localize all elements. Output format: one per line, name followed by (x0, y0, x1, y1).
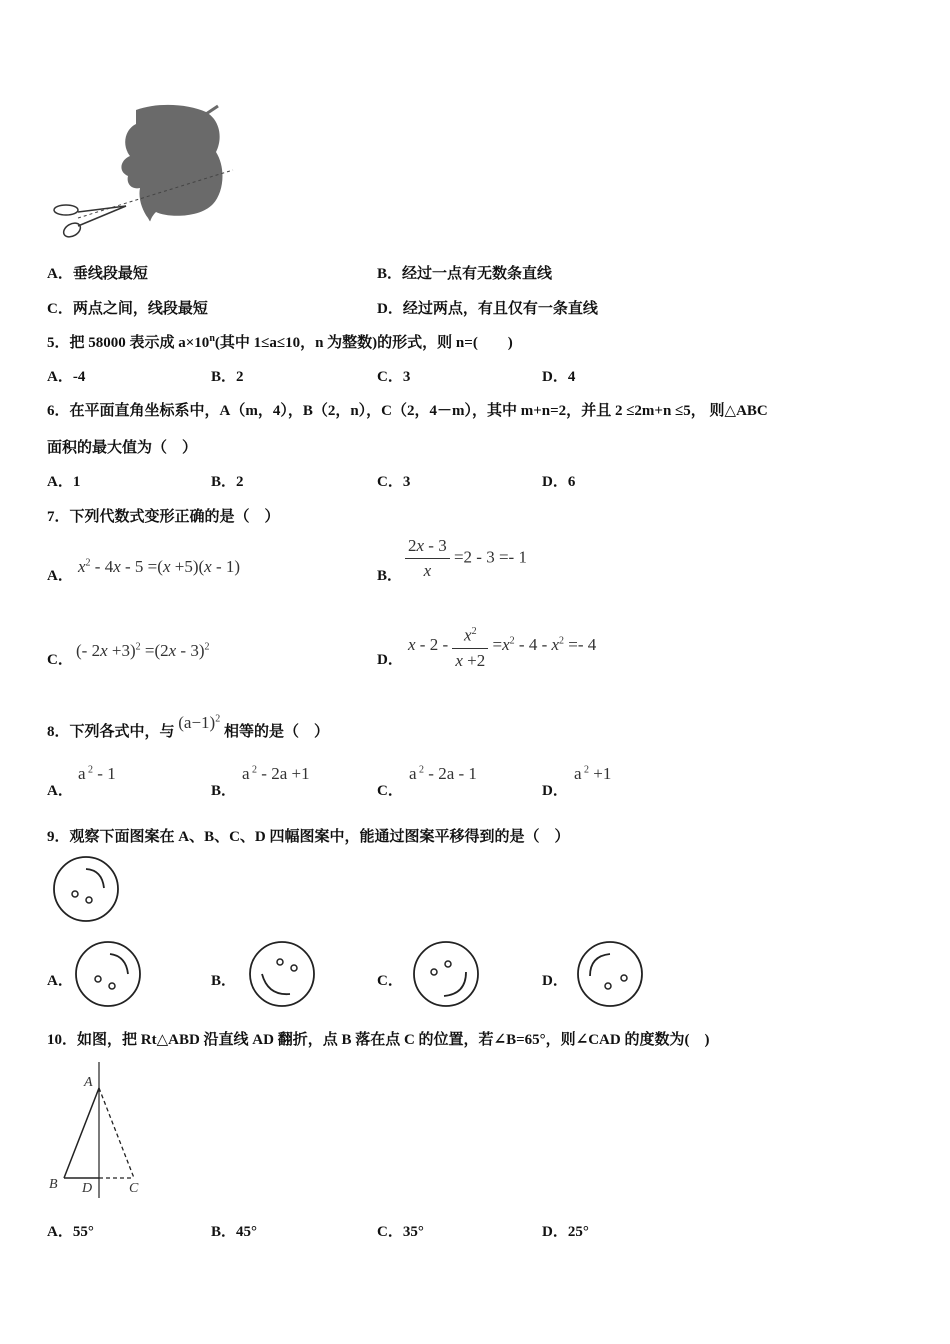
q7-option-b-label[interactable]: B． (377, 568, 403, 584)
q7-option-d-formula: x - 2 - $\frac{x^2}{x +2}$ $=x^2 - 4 - x^2 =- 4$ (408, 620, 596, 673)
q8-suffix: 相等的是（ ） (223, 724, 329, 740)
q10-option-a[interactable]: A．55° (47, 1224, 94, 1240)
vertex-d-label: D (82, 1181, 93, 1196)
q7-option-c-label[interactable]: C． (47, 652, 73, 668)
vertex-c-label: C (129, 1181, 139, 1196)
q10-question: 10．如图，把 Rt△ABD 沿直线 AD 翻折，点 B 落在点 C 的位置，若∠B=65°，则∠CAD 的度数为( ) (47, 1032, 710, 1048)
q4-option-d[interactable]: D．经过两点，有且仅有一条直线 (377, 301, 598, 317)
q8-option-c-formula: a $^2$ - 2a - 1 (409, 764, 477, 783)
q6-question-line2: 面积的最大值为（ ） (47, 440, 198, 456)
q10-triangle-figure (44, 1058, 154, 1202)
q8-option-c-label[interactable]: C． (377, 783, 403, 799)
q7-question: 7．下列代数式变形正确的是（ ） (47, 509, 280, 525)
q9-option-c-face-icon[interactable] (410, 938, 484, 1010)
vertex-a-label: A (84, 1075, 93, 1090)
q8-option-a-label[interactable]: A． (47, 783, 73, 799)
q9-option-c-label[interactable]: C． (377, 973, 403, 989)
q9-option-a-label[interactable]: A． (47, 973, 73, 989)
q5-option-b[interactable]: B．2 (211, 369, 244, 385)
q9-option-a-face-icon[interactable] (72, 938, 146, 1010)
q10-option-b[interactable]: B．45° (211, 1224, 258, 1240)
q8-question (47, 713, 329, 741)
q9-original-face-icon (50, 854, 124, 924)
q6-option-b[interactable]: B．2 (211, 474, 244, 490)
q4-option-c[interactable]: C．两点之间，线段最短 (47, 301, 208, 317)
q8-option-b-label[interactable]: B． (211, 783, 237, 799)
leaf-stem (206, 106, 218, 114)
scissors-icon (54, 205, 126, 240)
leaf-scissors-figure (48, 100, 238, 245)
q5-question (47, 331, 513, 352)
q7-option-c-formula: (- 2x +3)$^2$ =(2x - 3)$^2$ (76, 641, 210, 660)
q9-question: 9．观察下面图案在 A、B、C、D 四幅图案中，能通过图案平移得到的是（ ） (47, 829, 570, 845)
vertex-b-label: B (49, 1177, 58, 1192)
q9-option-d-label[interactable]: D． (542, 973, 568, 989)
q4-option-a[interactable]: A．垂线段最短 (47, 266, 148, 282)
q4-option-b[interactable]: B．经过一点有无数条直线 (377, 266, 553, 282)
q5-exp: n (209, 333, 215, 344)
q5-option-c[interactable]: C．3 (377, 369, 411, 385)
q6-option-c[interactable]: C．3 (377, 474, 411, 490)
q9-option-b-face-icon[interactable] (246, 938, 320, 1010)
q7-option-a-formula: $x^2 - 4x - 5 =(x +5)(x - 1)$ (78, 557, 241, 576)
q6-option-a[interactable]: A．1 (47, 474, 81, 490)
q7-option-b-formula: $\frac{2x - 3}{x}$ =2 - 3 =- 1 (405, 534, 527, 583)
q5-prefix: 5．把 58000 表示成 a×10 (47, 335, 210, 351)
q7-option-a-label[interactable]: A． (47, 568, 73, 584)
q10-option-c[interactable]: C．35° (377, 1224, 424, 1240)
q9-option-b-label[interactable]: B． (211, 973, 237, 989)
q8-prefix: 8．下列各式中，与 (47, 724, 175, 740)
q8-option-d-formula: a $^2$ +1 (574, 764, 612, 783)
q10-option-d[interactable]: D．25° (542, 1224, 589, 1240)
q6-option-d[interactable]: D．6 (542, 474, 576, 490)
q8-option-b-formula: a $^2$ - 2a +1 (242, 764, 310, 783)
q7-option-d-label[interactable]: D． (377, 652, 403, 668)
q5-suffix: (其中 1≤a≤10，n 为整数)的形式，则 n=( ) (214, 335, 513, 351)
q8-option-a-formula: a $^2$ - 1 (78, 764, 116, 783)
q9-option-d-face-icon[interactable] (574, 938, 648, 1010)
leaf-shape (121, 105, 222, 221)
q5-option-a[interactable]: A．-4 (47, 369, 86, 385)
q8-expression: $(a-1)^2$ (178, 713, 221, 732)
q5-option-d[interactable]: D．4 (542, 369, 576, 385)
q6-question-line1: 6．在平面直角坐标系中，A（m，4），B（2，n），C（2，4－m），其中 m+n=2，并且 2 ≤2m+n ≤5， 则△ABC (47, 403, 768, 419)
q8-option-d-label[interactable]: D． (542, 783, 568, 799)
